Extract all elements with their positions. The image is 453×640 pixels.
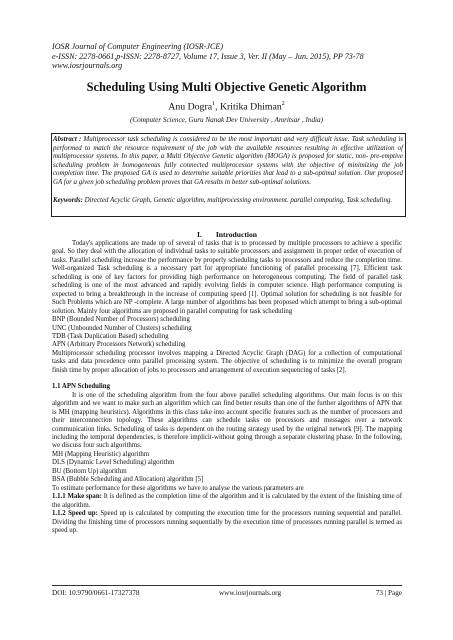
makespan-text: It is defined as the completion time of the algorithm and it is calculated by the extent of the finishing time of the algorithm. [52, 493, 402, 509]
subsection-heading-apn: 1.1 APN Scheduling [52, 383, 110, 391]
list-item: DLS (Dynamic Level Scheduling) algorithm [52, 459, 175, 467]
makespan-paragraph [52, 493, 402, 510]
author-2-sup: 2 [281, 101, 285, 107]
intro-paragraph-2: Multiprocessor scheduling processor involves mapping a Directed Acyclic Graph (DAG) for a collection of computational tasks and data precedence onto parallel processing system. The objective of scheduling is to minimize the overall program finish time by proper allocation of jobs to processors and arrangement of execution sequencing of tasks [2]. [52, 349, 402, 374]
list-item: BNP (Bounded Number of Processors) scheduling [52, 316, 190, 324]
footer-website: www.iosrjournals.org [218, 589, 282, 597]
abstract-label: Abstract : [53, 136, 82, 143]
list-item: MH (Mapping Heuristic) algorithm [52, 450, 150, 458]
speedup-label: 1.1.2 Speed up: [52, 510, 98, 518]
keywords-text: Directed Acyclic Graph, Genetic algorithm, multiprocessing environment. parallel computing, Task scheduling. [82, 197, 393, 204]
author-2: , Kritika Dhiman [215, 101, 282, 113]
list-item: APN (Arbitrary Processors Network) scheduling [52, 341, 186, 349]
section-heading-introduction [52, 230, 402, 239]
abstract-text: Multiprocessor task scheduling is considered to be the most important and very difficult issue. Task scheduling is performed to match the resource requirement of the job with the available resources resulting in effective utilization of multiprocessor systems. In this paper, a Multi Objective Genetic algorithm (MOGA) is proposed for static, non- pre-emptive scheduling problem in homogeneous fully connected multiprocessor systems with the objective of minimizing the job completion time. The proposed GA is used to determine suitable priorities that lead to a sub-optimal solution. Our proposed GA for a given job scheduling problem proves that GA results in better sub-optimal solutions. [53, 136, 403, 186]
footer-doi: DOI: 10.9790/0661-17327378 [52, 589, 140, 597]
journal-name: IOSR Journal of Computer Engineering (IOSR-JCE) [52, 42, 224, 51]
journal-header [52, 42, 412, 71]
parameters-paragraph: To estimate performance for these algorithms we have to analyse the various parameters are [52, 484, 304, 492]
author-1: Anu Dogra [168, 101, 213, 113]
speedup-paragraph [52, 510, 402, 535]
footer-divider [52, 585, 402, 586]
abstract [53, 136, 403, 188]
section-number: I. [196, 230, 202, 239]
list-item: BU (Bottom Up) algorithm [52, 467, 127, 475]
section-title: Introduction [215, 230, 258, 239]
apn-paragraph: It is one of the scheduling algorithm from the four above parallel scheduling algorithms. Our main focus is on this algorithm and we want to make such an algorithm which can find better results than one of the further algorithms of APN that is MH (mapping heuristics). Algorithms in this class take into account specific features such as the number of processors and their interconnection topology. These algorithms can schedule tasks on processors and messages over a network communication links. Scheduling of tasks is dependent on the routing strategy used by the original network [9]. The mapping including the temporal dependencies, is therefore implicit-without going through a separate clustering phase. In the following, we discuss four such algorithms. [52, 391, 402, 450]
keywords [53, 197, 403, 206]
intro-paragraph-1: Today's applications are made up of several of tasks that is to processed by multiple processors to achieve a specific goal. So they deal with the allocation of individual tasks to suitable processors and assignment in proper order of execution of tasks. Parallel scheduling increase the performance by properly scheduling tasks to processors and reduce the completion time. Well-organized Task scheduling is a necessary part for appropriate functioning of parallel processing [7]. Efficient task scheduling is one of key factors for providing high performance on heterogeneous computing. The field of parallel task scheduling is one of the most advanced and rapidly evolving fields in computer science. High performance computing is expected to bring a breakthrough in the increase of computing speed [1]. Optimal solution for scheduling is not feasible for Such Problems which are NP -complete. A large number of algorithms has been proposed which attempt to bring a sub-optimal solution. Mainly four algorithms are proposed in parallel computing for task scheduling [52, 240, 402, 315]
body-text [52, 240, 402, 535]
paper-title: Scheduling Using Multi Objective Genetic Algorithm [86, 80, 367, 94]
list-item: TDB (Task Duplication Based) scheduling [52, 332, 169, 340]
keywords-label: Keywords: [53, 197, 83, 204]
paper-authors [30, 101, 423, 112]
author-affiliation: (Computer Science, Guru Nanak Dev University , Amritsar , India) [129, 116, 324, 124]
list-item: UNC (Unbounded Number of Clusters) scheduling [52, 324, 192, 332]
author-1-sup: 1 [212, 101, 216, 107]
footer-page-number: 73 | Page [375, 589, 402, 597]
speedup-text: Speed up is calculated by computing the execution time for the processors running sequential and parallel. Dividing the finishing time of processors running sequentially by the execution time of processors running parallel is termed as speed up. [52, 510, 402, 534]
list-item: BSA (Bubble Scheduling and Allocation) algorithm [5] [52, 476, 204, 484]
journal-website: www.iosrjournals.org [52, 61, 123, 71]
makespan-label: 1.1.1 Make span: [52, 493, 102, 501]
journal-issn: e-ISSN: 2278-0661,p-ISSN: 2278-8727, Volume 17, Issue 3, Ver. II (May – Jun. 2015), PP 73-78 [52, 51, 364, 61]
